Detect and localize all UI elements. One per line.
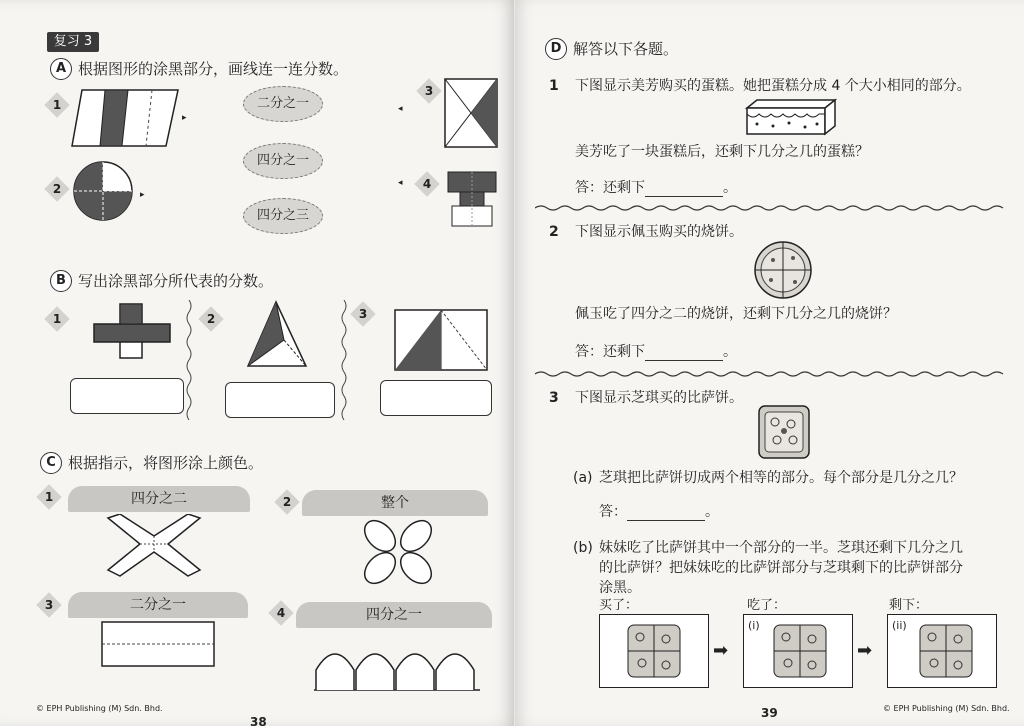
- section-d-letter: D: [545, 38, 567, 60]
- c-instruction-1: 四分之二: [68, 486, 250, 512]
- stage-eaten-box[interactable]: [743, 614, 853, 688]
- q3a-answer-blank[interactable]: [627, 508, 705, 521]
- b-item-2-marker: 2: [198, 306, 223, 331]
- a-item-3-marker: 3: [416, 78, 441, 103]
- stage-eaten-label: 吃了：: [747, 598, 787, 613]
- c-item-4-marker: 4: [268, 600, 293, 625]
- c-item-2-marker: 2: [274, 489, 299, 514]
- q3a-text: 芝琪把比萨饼切成两个相等的部分。每个部分是几分之几？: [599, 470, 963, 486]
- b-item-1-marker: 1: [44, 306, 69, 331]
- q3-text: 下图显示芝琪买的比萨饼。: [575, 390, 743, 406]
- a-shape-2-circle: [72, 160, 134, 222]
- fraction-cloud-2: 四分之一: [243, 143, 323, 179]
- a-item-1-marker: 1: [44, 92, 69, 117]
- stage-bought-box: [599, 614, 709, 688]
- q3b-label: (b): [573, 540, 593, 556]
- c-instruction-3: 二分之一: [68, 592, 248, 618]
- b-answer-box-3[interactable]: [380, 380, 492, 416]
- stage-left-marker: (ii): [892, 619, 907, 632]
- stage-eaten-pizza: [744, 615, 852, 687]
- fraction-cloud-1: 二分之一: [243, 86, 323, 122]
- left-footer-publisher: © EPH Publishing (M) Sdn. Bhd.: [36, 704, 163, 713]
- a-dot-3[interactable]: ◂: [398, 104, 403, 114]
- section-a-title: 根据图形的涂黑部分，画线连一连分数。: [78, 60, 349, 78]
- separator-1: [535, 204, 1004, 212]
- b-shape-2-triangle: [246, 300, 308, 370]
- q2-question: 佩玉吃了四分之二的烧饼，还剩下几分之几的烧饼？: [575, 306, 897, 322]
- q1-answer: [575, 180, 737, 197]
- c-shape-1-x[interactable]: [98, 514, 210, 578]
- a-shape-3-square: [444, 78, 498, 148]
- right-footer-publisher: © EPH Publishing (M) Sdn. Bhd.: [883, 704, 1010, 713]
- c-shape-4-arches[interactable]: [312, 634, 482, 692]
- cake-image: [743, 98, 839, 138]
- q1-answer-end: 。: [723, 180, 737, 196]
- a-item-2-marker: 2: [44, 176, 69, 201]
- b-answer-box-2[interactable]: [225, 382, 335, 418]
- section-b-letter: B: [50, 270, 72, 292]
- stage-bought-label: 买了：: [599, 598, 639, 613]
- c-instruction-4: 四分之一: [296, 602, 492, 628]
- arrow-right-icon-2: ➡: [857, 640, 873, 661]
- b-shape-1-cross: [92, 302, 172, 360]
- q3a-label: (a): [573, 470, 593, 486]
- b-answer-box-1[interactable]: [70, 378, 184, 414]
- left-page-number: 38: [250, 715, 267, 726]
- a-item-4-marker: 4: [414, 171, 439, 196]
- q3b-line-1: 妹妹吃了比萨饼其中一个部分的一半。芝琪还剩下几分之几: [599, 540, 963, 556]
- a-shape-4-t-shape: [446, 170, 498, 230]
- pizza-image: [757, 404, 811, 460]
- q1-question: 美芳吃了一块蛋糕后，还剩下几分之几的蛋糕？: [575, 144, 869, 160]
- section-a-letter: A: [50, 58, 72, 80]
- fraction-cloud-3: 四分之三: [243, 198, 323, 234]
- stage-bought-pizza: [600, 615, 708, 687]
- b-item-3-marker: 3: [350, 301, 375, 326]
- q3b-line-2: 的比萨饼？把妹妹吃的比萨饼部分与芝琪剩下的比萨饼部分: [599, 560, 963, 576]
- separator-2: [535, 370, 1004, 378]
- stage-eaten-marker: (i): [748, 619, 760, 632]
- a-dot-1[interactable]: ▸: [182, 113, 187, 123]
- c-shape-2-flower[interactable]: [360, 516, 436, 588]
- q2-answer-blank[interactable]: [645, 348, 723, 361]
- b-divider-2: [339, 300, 349, 420]
- c-shape-3-rectangle[interactable]: [100, 620, 216, 668]
- a-shape-1-parallelogram: [70, 88, 180, 148]
- b-shape-3-square: [393, 308, 489, 372]
- q1-answer-blank[interactable]: [645, 184, 723, 197]
- q2-answer-label: 答：还剩下: [575, 344, 645, 360]
- section-d-title: 解答以下各题。: [573, 40, 679, 58]
- q3-number: 3: [549, 390, 559, 406]
- right-page: [515, 0, 1024, 726]
- b-divider-1: [184, 300, 194, 420]
- q3b-line-3: 涂黑。: [599, 580, 641, 596]
- c-instruction-2: 整个: [302, 490, 488, 516]
- section-c-letter: C: [40, 452, 62, 474]
- q3a-answer-label: 答：: [599, 504, 627, 520]
- c-item-3-marker: 3: [36, 592, 61, 617]
- q2-text: 下图显示佩玉购买的烧饼。: [575, 224, 743, 240]
- review-label: 复习 3: [47, 32, 99, 52]
- q1-text: 下图显示美芳购买的蛋糕。她把蛋糕分成 4 个大小相同的部分。: [575, 78, 971, 94]
- section-c-title: 根据指示，将图形涂上颜色。: [68, 454, 264, 472]
- a-dot-4[interactable]: ◂: [398, 178, 403, 188]
- q3a-answer-end: 。: [705, 504, 719, 520]
- stage-left-pizza: [888, 615, 996, 687]
- c-item-1-marker: 1: [36, 484, 61, 509]
- q1-answer-label: 答：还剩下: [575, 180, 645, 196]
- section-b-title: 写出涂黑部分所代表的分数。: [78, 272, 274, 290]
- q1-number: 1: [549, 78, 559, 94]
- stage-left-box[interactable]: [887, 614, 997, 688]
- flatbread-image: [753, 240, 813, 300]
- q2-answer: [575, 344, 737, 361]
- q3a-answer: [599, 504, 719, 521]
- right-page-number: 39: [761, 706, 778, 720]
- a-dot-2[interactable]: ▸: [140, 190, 145, 200]
- q2-answer-end: 。: [723, 344, 737, 360]
- arrow-right-icon: ➡: [713, 640, 729, 661]
- stage-left-label: 剩下：: [889, 598, 929, 613]
- q2-number: 2: [549, 224, 559, 240]
